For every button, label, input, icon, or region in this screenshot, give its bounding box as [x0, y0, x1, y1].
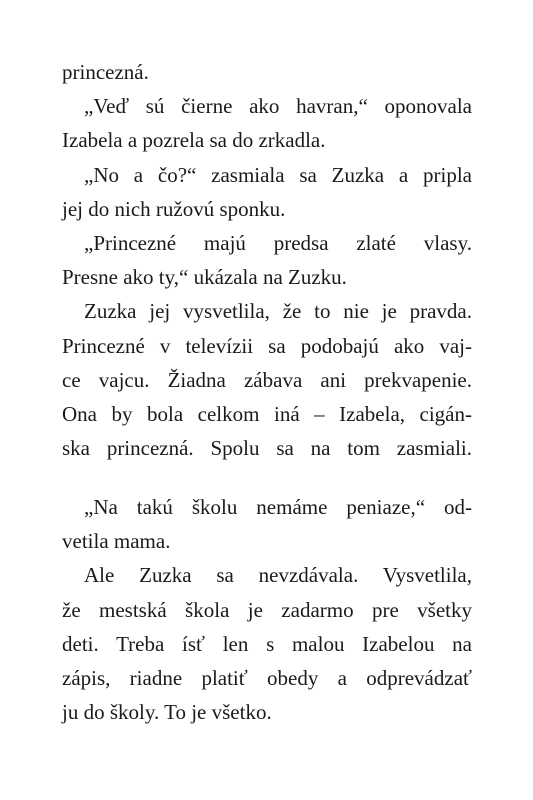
text-line: zápis, riadne platiť obedy a odprevádzať: [62, 665, 472, 690]
text-line: ju do školy. To je všetko.: [62, 700, 272, 725]
text-line: Presne ako ty,“ ukázala na Zuzku.: [62, 265, 347, 290]
text-line: „Na takú školu nemáme peniaze,“ od-: [84, 495, 472, 519]
text-line: jej do nich ružovú sponku.: [62, 196, 286, 221]
text-line: Ale Zuzka sa nevzdávala. Vysvetlila,: [84, 563, 472, 588]
text-line: vetila mama.: [62, 529, 171, 554]
text-line: Zuzka jej vysvetlila, že to nie je pravda.: [84, 299, 472, 324]
text-line: deti. Treba ísť len s malou Izabelou na: [62, 631, 472, 656]
text-line: ce vajcu. Žiadna zábava ani prekvapenie.: [62, 367, 472, 392]
text-line: „No a čo?“ zasmiala sa Zuzka a pripla: [84, 162, 472, 187]
text-line: Izabela a pozrela sa do zrkadla.: [62, 128, 326, 153]
text-line: Princezné v televízii sa podobajú ako vaj-: [62, 333, 472, 358]
text-line: Ona by bola celkom iná – Izabela, cigán-: [62, 401, 472, 426]
text-section-two: [62, 490, 472, 729]
text-line: „Princezné majú predsa zlaté vlasy.: [84, 230, 472, 255]
text-line: ska princezná. Spolu sa na tom zasmiali.: [62, 436, 472, 461]
text-section-one: [62, 55, 472, 465]
text-line: princezná.: [62, 60, 149, 84]
text-line: že mestská škola je zadarmo pre všetky: [62, 597, 472, 622]
text-line: „Veď sú čierne ako havran,“ oponovala: [84, 94, 472, 119]
